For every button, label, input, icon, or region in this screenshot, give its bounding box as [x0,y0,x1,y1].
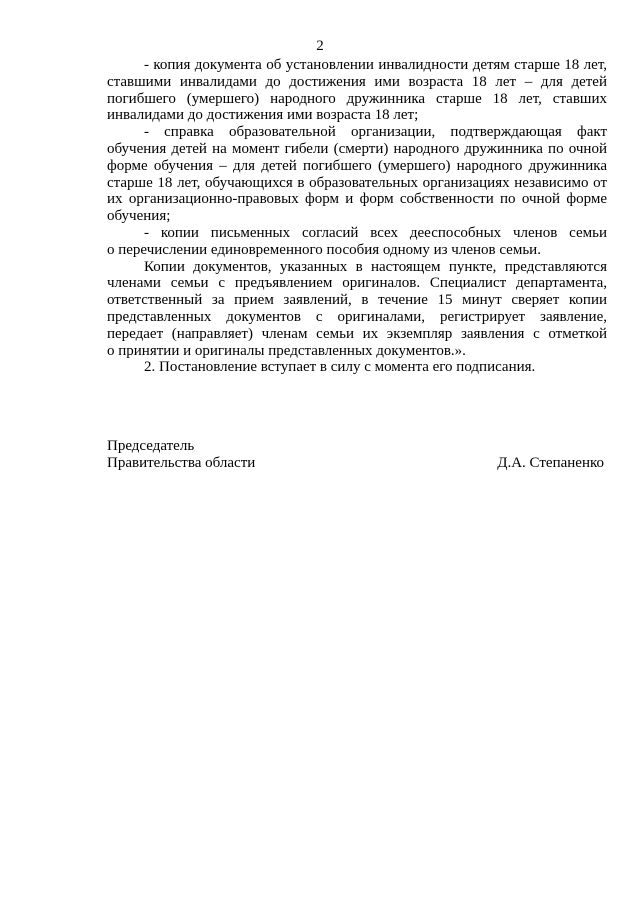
page-number: 2 [316,38,324,54]
text-line: их организационно-правовых форм и форм собственности по очной форме [107,191,607,208]
text-line: инвалидами до достижения ими возраста 18 лет; [107,107,419,124]
signature-row [107,455,604,472]
text-line: обучения детей на момент гибели (смерти) народного дружинника по очной [107,140,607,157]
signatory-title-line-1: Председатель [107,438,195,454]
text-line: старше 18 лет, обучающихся в образовательных организациях независимо от [107,174,607,191]
text-line: - копия документа об установлении инвалидности детям старше 18 лет, [144,57,607,73]
text-line: форме обучения – для детей погибшего (умершего) народного дружинника [107,157,607,174]
text-line: - копии письменных согласий всех дееспособных членов семьи [144,224,607,241]
signatory-title-line-2: Правительства области [107,455,256,471]
text-line: о перечислении единовременного пособия одному из членов семьи. [107,241,541,258]
text-line: передает (направляет) членам семьи их экземпляр заявления с отметкой [107,325,607,342]
text-line: 2. Постановление вступает в силу с момента его подписания. [144,359,536,376]
text-line: - справка образовательной организации, подтверждающая факт [144,124,607,141]
text-line: обучения; [107,208,171,225]
document-body [107,57,607,376]
text-line: ответственный за прием заявлений, в течение 15 минут сверяет копии [107,292,607,309]
signature-block [107,438,604,472]
text-line: Копии документов, указанных в настоящем пункте, представляются [144,258,607,275]
text-line: ставшими инвалидами до достижения ими возраста 18 лет – для детей [107,73,607,90]
text-line: погибшего (умершего) народного дружинника старше 18 лет, ставших [107,90,607,107]
text-line: о принятии и оригиналы представленных документов.». [107,342,466,359]
signatory-name: Д.А. Степаненко [497,455,604,471]
text-line: представленных документов с оригиналами, регистрирует заявление, [107,308,607,325]
text-line: членами семьи с предъявлением оригиналов. Специалист департамента, [107,275,607,292]
